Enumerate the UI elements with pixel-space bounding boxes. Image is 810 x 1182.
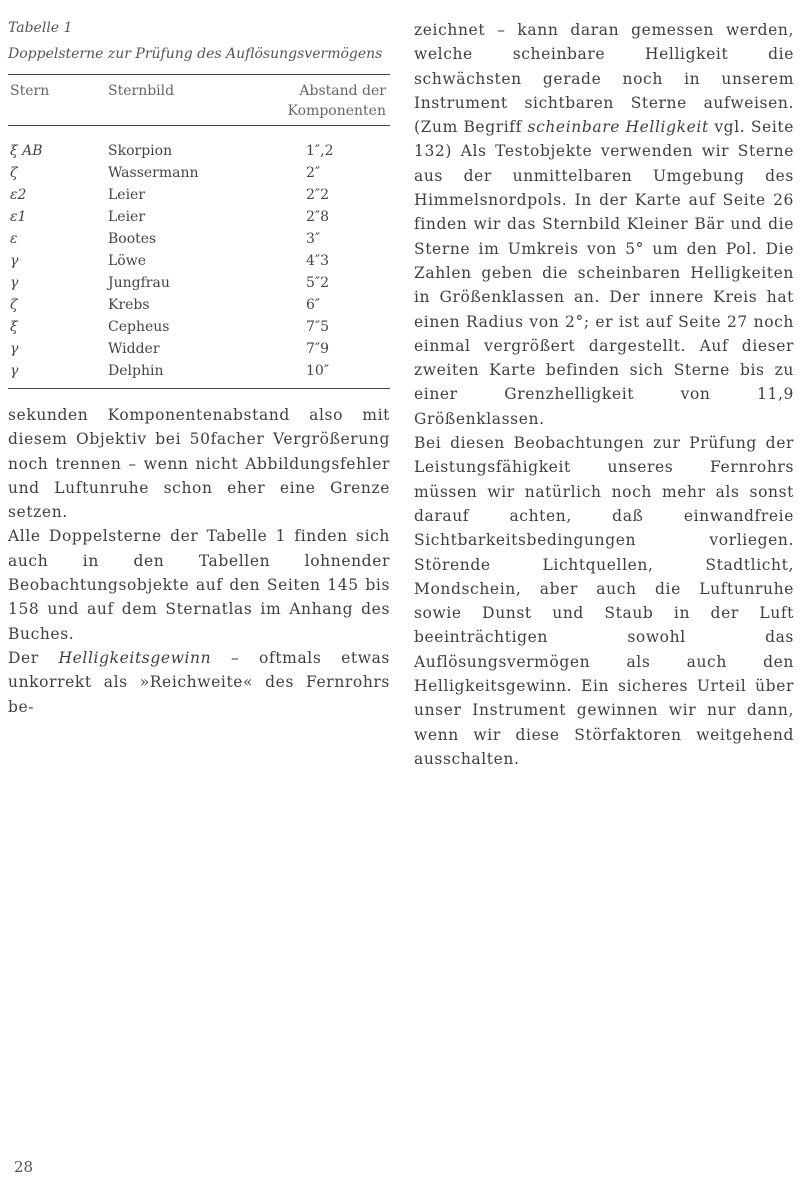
right-paragraph-1 [414, 18, 794, 431]
table-header [8, 75, 390, 125]
cell-distance: 4″3 [306, 253, 330, 269]
left-column [8, 18, 390, 719]
table-row [8, 294, 390, 316]
table-row [8, 162, 390, 184]
cell-star: γ [10, 253, 19, 269]
table-body [8, 126, 390, 388]
table-row [8, 360, 390, 382]
cell-constellation: Löwe [108, 253, 146, 269]
cell-star: ξ AB [10, 143, 43, 159]
cell-distance: 7″5 [306, 319, 330, 335]
left-paragraph-3-start: Der [8, 648, 59, 667]
table-title: Doppelsterne zur Prüfung des Auflösungsvermögens [8, 46, 383, 62]
cell-star: γ [10, 363, 19, 379]
cell-star: ζ [10, 165, 18, 181]
left-paragraph-3 [8, 646, 390, 719]
cell-star: ε [10, 231, 18, 247]
table-row [8, 338, 390, 360]
table-row [8, 206, 390, 228]
table-label: Tabelle 1 [8, 20, 73, 36]
term-helligkeitsgewinn: Helligkeitsgewinn [58, 648, 212, 667]
table-row [8, 140, 390, 162]
cell-star: ε2 [10, 187, 27, 203]
cell-constellation: Cepheus [108, 319, 170, 335]
cell-distance: 10″ [306, 363, 330, 379]
cell-constellation: Leier [108, 209, 146, 225]
cell-constellation: Widder [108, 341, 160, 357]
table-row [8, 272, 390, 294]
cell-star: ε1 [10, 209, 27, 225]
cell-constellation: Bootes [108, 231, 157, 247]
right-paragraph-1-start: zeichnet – kann daran gemessen werden, welche scheinbare Helligkeit die schwächsten gerade noch in unserem Instrument sichtbaren Sterne aufweisen. (Zum Begriff [414, 21, 794, 137]
table-row [8, 250, 390, 272]
cell-star: γ [10, 341, 19, 357]
cell-distance: 7″9 [306, 341, 330, 357]
cell-distance: 5″2 [306, 275, 330, 291]
page-number: 28 [14, 1158, 34, 1176]
cell-distance: 2″ [306, 165, 321, 181]
header-distance-line1: Abstand der [299, 83, 386, 99]
cell-distance: 2″2 [306, 187, 330, 203]
cell-constellation: Jungfrau [108, 275, 170, 291]
right-paragraph-1-end: vgl. Seite 132) Als Testobjekte verwenden wir Sterne aus der unmittelbaren Umgebung des Himmelsnordpols. In der Karte auf Seite 26 finden wir das Sternbild Kleiner Bär und die Sterne im Umkreis von 5° um den Pol. Die Zahlen geben die scheinbaren Helligkeiten in Größenklassen an. Der innere Kreis hat einen Radius von 2°; er ist auf Seite 27 noch einmal vergrößert dargestellt. Auf dieser zweiten Karte befinden sich Sterne bis zu einer Grenzhelligkeit von 11,9 Größenklassen. [414, 118, 794, 428]
table-row [8, 316, 390, 338]
cell-constellation: Skorpion [108, 143, 173, 159]
header-distance [266, 81, 390, 121]
cell-distance: 3″ [306, 231, 321, 247]
cell-star: ξ [10, 319, 18, 335]
cell-distance: 6″ [306, 297, 321, 313]
cell-distance: 1″,2 [306, 143, 334, 159]
table-row [8, 228, 390, 250]
table-row [8, 184, 390, 206]
left-paragraph-1: sekunden Komponentenabstand also mit diesem Objektiv bei 50facher Vergrößerung noch trennen – wenn nicht Abbildungsfehler und Luftunruhe schon eher eine Grenze setzen. [8, 406, 390, 522]
right-paragraph-2: Bei diesen Beobachtungen zur Prüfung der Leistungsfähigkeit unseres Fernrohrs müssen wir natürlich noch mehr als sonst darauf achten, daß einwandfreie Sichtbarkeitsbedingungen vorliegen. Störende Lichtquellen, Stadtlicht, Mondschein, aber auch die Luftunruhe sowie Dunst und Staub in der Luft beeinträchtigen sowohl das Auflösungsvermögen als auch den Helligkeitsgewinn. Ein sicheres Urteil über unser Instrument gewinnen wir nur dann, wenn wir diese Störfaktoren weitgehend ausschalten. [414, 434, 794, 768]
table-bottom-rule [8, 388, 390, 389]
left-paragraph-3-end: – oftmals etwas unkorrekt als »Reichweite« des Fernrohrs be- [8, 648, 390, 716]
right-column [414, 18, 794, 771]
header-constellation: Sternbild [108, 83, 175, 99]
header-distance-line2: Komponenten [287, 103, 386, 119]
cell-constellation: Delphin [108, 363, 164, 379]
cell-distance: 2″8 [306, 209, 330, 225]
cell-constellation: Leier [108, 187, 146, 203]
cell-star: γ [10, 275, 19, 291]
cell-star: ζ [10, 297, 18, 313]
cell-constellation: Krebs [108, 297, 150, 313]
left-paragraph-2: Alle Doppelsterne der Tabelle 1 finden sich auch in den Tabellen lohnender Beobachtungsobjekte auf den Seiten 145 bis 158 und auf dem Sternatlas im Anhang des Buches. [8, 527, 390, 643]
term-scheinbare-helligkeit: scheinbare Helligkeit [527, 118, 709, 137]
cell-constellation: Wassermann [108, 165, 199, 181]
header-star: Stern [10, 83, 50, 99]
